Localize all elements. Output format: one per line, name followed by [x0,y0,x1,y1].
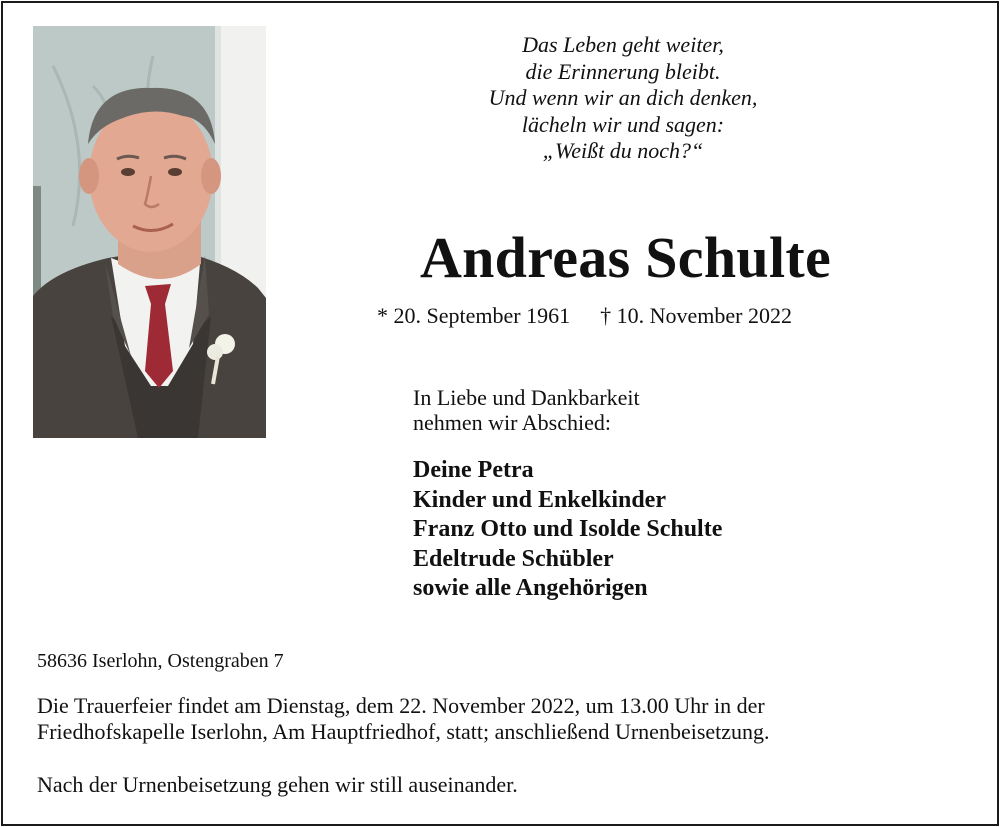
obituary-notice [1,1,999,826]
poem-line: „Weißt du noch?“ [542,138,704,163]
deceased-name: Andreas Schulte [419,225,832,290]
poem-line: die Erinnerung bleibt. [525,58,721,84]
memorial-poem [423,32,823,165]
intro-line: In Liebe und Dankbarkeit [413,385,640,410]
closing-note: Nach der Urnenbeisetzung gehen wir still auseinander. [37,772,518,797]
mourners-list [413,456,722,604]
mourner-entry: sowie alle Angehörigen [413,575,648,601]
poem-line: Das Leben geht weiter, [522,32,724,57]
mourner-entry: Kinder und Enkelkinder [413,486,666,513]
funeral-line: Friedhofskapelle Iserlohn, Am Hauptfriedhof, statt; anschließend Urnenbeisetzung. [37,719,770,744]
farewell-intro [413,385,640,435]
funeral-details [37,693,770,745]
portrait-photo [33,26,266,438]
mourner-entry: Franz Otto und Isolde Schulte [413,516,723,542]
death-date: † 10. November 2022 [600,303,792,328]
life-dates [377,302,792,330]
funeral-line: Die Trauerfeier findet am Dienstag, dem 22. November 2022, um 13.00 Uhr in der [37,693,765,718]
poem-line: Und wenn wir an dich denken, [488,85,758,110]
mourner-entry: Deine Petra [413,457,534,483]
poem-line: lächeln wir und sagen: [521,111,725,137]
intro-line: nehmen wir Abschied: [413,410,611,435]
mourner-entry: Edeltrude Schübler [413,545,614,572]
family-address: 58636 Iserlohn, Ostengraben 7 [37,650,284,672]
birth-date: * 20. September 1961 [377,303,571,328]
